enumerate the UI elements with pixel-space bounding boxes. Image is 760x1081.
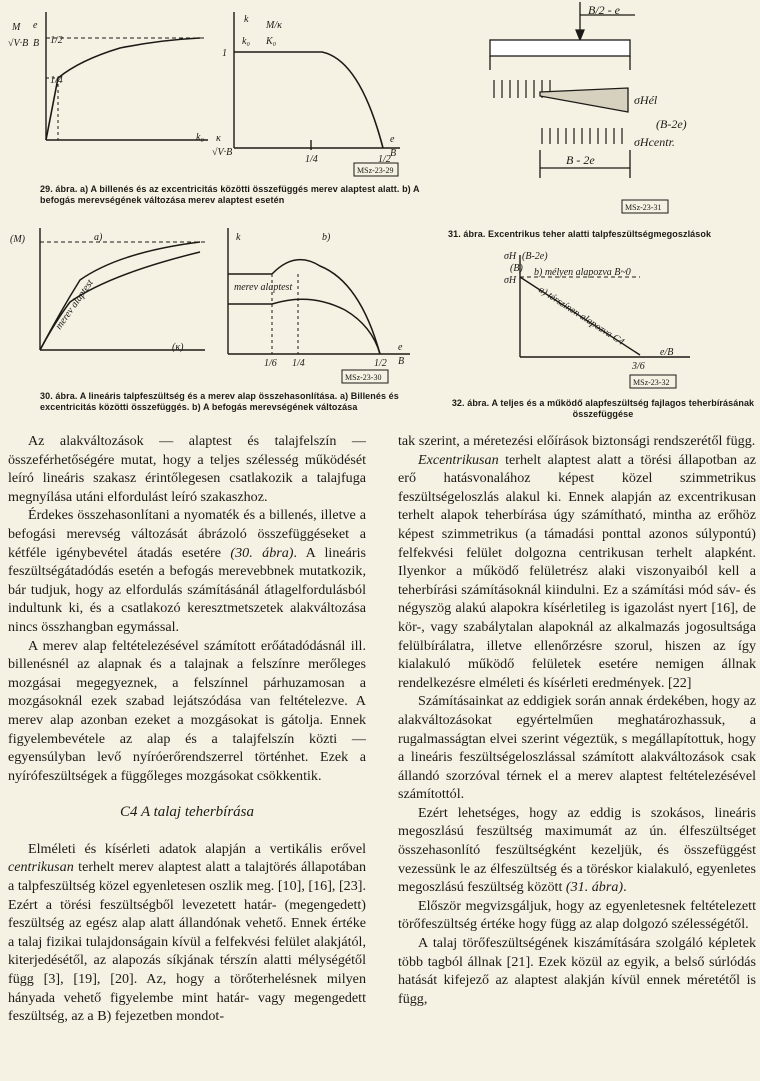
f31-stamp: MSz-23-31 [625, 203, 662, 212]
f32-x-label: e/B [660, 347, 674, 358]
left-paragraph-4 [8, 840, 366, 1026]
emphasis-excentrikusan: Excentrikusan [418, 451, 499, 468]
figure-ref-30: (30. ábra) [230, 544, 294, 561]
left-paragraph-1: Az alakváltozások — alaptest és talajfelszín — összeférhetőségére mutat, hogy a teljes szélesség működését leíró lineáris szakasz érintőlegesen csatlakozik a talajfuga megnyílása utáni elfordulást leíró szakaszhoz. [8, 433, 366, 505]
left-column [8, 432, 366, 1026]
figure-31 [450, 0, 760, 225]
f31-bottom-label: B - 2e [566, 153, 595, 167]
f29b-x-quarter: 1/4 [305, 154, 318, 165]
f32-x-third: 3/6 [632, 361, 645, 372]
f29b-x-half: 1/2 [378, 154, 391, 165]
f30b-x-quarter: 1/4 [292, 358, 305, 369]
emphasis-centrikusan: centrikusan [8, 859, 74, 876]
text-run: terhelt merev alaptest alatt a talajtörés állapotában a talpfeszültség közel egyenletesen oszlik meg. [10], [16], [23]. Ezért a törési feszültségből levezetett határ- (megengedett) feszültség az egész alap alatt állandónak vehető. Ennek értéke a talaj fizikai tulajdonságain kívül a felfekvési felület alakjától, kiterjedésétől, az alapozás síkjának térszín alatti mélységétől függ [3], [19], [20]. Az, hogy a törőterhelésnek milyen hányada vehető figyelembe mint határ- vagy megengedett feszültség, az a B) fejezetben mondot- [8, 859, 366, 1025]
figure-32 [450, 245, 760, 400]
f29a-y-half: 1/2 [50, 35, 63, 46]
f29b-xlabel-left-bot: √V·B [212, 147, 233, 158]
f32-ylabel-bot: σH [504, 275, 517, 286]
figure-30 [0, 222, 420, 397]
f29a-ylabel-top: M [12, 22, 21, 33]
f29b-ylabel-top: k [244, 14, 249, 25]
figure-29 [0, 0, 400, 215]
section-heading-c4: C4 A talaj teherbírása [119, 804, 255, 821]
f29a-y-quarter: 1/4 [50, 75, 63, 86]
f31-mid-label: (B-2e) [656, 117, 687, 131]
caption-30: 30. ábra. A lineáris talpfeszültség és a merev alap összehasonlítása. a) Billenés és excentricitás közötti összefüggés. b) A befogás merevségének változása [40, 391, 399, 412]
f31-sigma-hel: σHél [634, 93, 658, 107]
right-column [398, 432, 756, 1008]
figure-ref-31: (31. ábra) [565, 879, 624, 896]
f29b-ylabel-rhs-bot: K₀ [266, 36, 277, 47]
right-paragraph-2 [398, 451, 756, 693]
f31-top-label: B/2 - e [588, 3, 620, 17]
f29b-y-one: 1 [222, 48, 227, 59]
f32-stamp: MSz-23-32 [633, 378, 670, 387]
text-run: Érdekes összehasonlítani a nyomaték és a billenés, illetve a befogási merevség változását ábrázoló összefüggéseket a kétféle igénybevétel átadás esetére [8, 507, 366, 561]
f29b-stamp: MSz-23-29 [357, 166, 394, 175]
f30b-ylabel: k [236, 232, 241, 243]
f30b-stamp: MSz-23-30 [345, 373, 382, 382]
f29b-xlabel-bot: B [390, 148, 397, 159]
right-paragraph-4 [398, 804, 756, 897]
f31-sigma-centr: σHcentr. [634, 135, 675, 149]
f30a-curve-label: merev alaptest [53, 277, 96, 332]
f29a-ylabel-rhs-top: e [33, 20, 38, 31]
text-run: . [623, 879, 627, 896]
text-run: . A lineáris feszültségátadódás esetén a befogás merevebbnek mutatkozik, bár tudjuk, hogy az elfordulás számításánál átlagelfordulásból indultunk ki, és a csatlakozó keresztmetszetek alakváltozása nincs összhangban egymással. [8, 544, 367, 635]
f29b-xlabel-top: e [390, 134, 395, 145]
right-paragraph-5: Először megvizsgáljuk, hogy az egyenletesnek feltételezett törőfeszültség értéke hogy függ az alap dolgozó szélességétől. [398, 897, 756, 933]
text-run: Elméleti és kísérleti adatok alapján a vertikális erővel [28, 840, 366, 857]
f32-curve-a: a) térszínen alapozva C4 [536, 284, 626, 348]
f30b-x-sixth: 1/6 [264, 358, 277, 369]
f29a-ylabel-bot: √V·B [8, 38, 29, 49]
f32-ylabel-bot2: (B) [510, 263, 523, 274]
f32-ylabel-top2: (B-2e) [522, 251, 548, 262]
f30a-ylabel: (M) [10, 234, 25, 245]
caption-29: 29. ábra. a) A billenés és az excentricitás közötti összefüggés merev alaptest alatt. b) A befogás merevségének változása merev alaptest esetén [40, 184, 420, 205]
f29a-ylabel-rhs-bot: B [33, 38, 40, 49]
f30a-xlabel: (κ) [172, 342, 184, 353]
caption-31: 31. ábra. Excentrikus teher alatti talpfeszültségmegoszlások [448, 229, 712, 239]
f30b-x-half: 1/2 [374, 358, 387, 369]
f29b-ylabel-rhs-top: M/κ [266, 20, 282, 31]
f32-curve-b: b) mélyen alapozva B~0 [534, 267, 631, 278]
left-paragraph-2 [8, 506, 366, 636]
left-paragraph-3: A merev alap feltételezésével számított erőátadódásnál ill. billenésnél az alapnak és a talajnak a felszínre merőleges mozgásai megegyeznek, a felszínnel párhuzamosan a mozgásoknál ezek szabad lejátszódása van feltételezve. A merev alap azonban ezeket a mozgásokat is gátolja. Ennek figyelembevétele az alap és a talajfelszín közti — egyensúlyban levő nyíróerőrendszerrel történhet. Ezek a nyírófeszültségek a függőleges mozgásokat csökkentik. [8, 637, 366, 784]
f29b-xlabel-left-top: κ [216, 133, 221, 144]
right-paragraph-3: Számításainkat az eddigiek során annak érdekében, hogy az alakváltozásokat egyértelműen meghatározhassuk, a rugalmasságtan elvei szerint végeztük, s megállapítottuk, hogy a lineáris feszültségeloszlással számított alakváltozások csak állandó szorzóval térnek el a merev alaptest feltételezésével számítottól. [398, 693, 756, 803]
text-run: Ezért lehetséges, hogy az eddig is szokásos, lineáris megoszlású feszültség maximumát az ún. élfeszültséget összehasonlító feszültségként kezeljük, és összefüggést vezessünk le az élfeszültség és a töréskor kialakuló, egyenletes megoszlású feszültség között [398, 804, 756, 896]
f30b-xlabel-bot: B [398, 356, 405, 367]
f29a-xlabel: k₀ [196, 132, 204, 143]
f32-ylabel-top: σH [504, 251, 517, 262]
caption-32: 32. ábra. A teljes és a működő alapfeszültség fajlagos teherbírásának összefüggése [451, 398, 755, 419]
f30a-curve-a: a) [94, 232, 103, 243]
f30b-curve-label: merev alaptest [234, 282, 293, 293]
f29b-ylabel-bot: k₀ [242, 36, 250, 47]
right-paragraph-1: tak szerint, a méretezési előírások biztonsági rendszerétől függ. [398, 433, 756, 449]
f30b-xlabel-top: e [398, 342, 403, 353]
f30b-curve-b: b) [322, 232, 331, 243]
right-paragraph-6: A talaj törőfeszültségének kiszámítására szolgáló képletek több tagból állnak [21]. Ezek közül az egyik, a belső súrlódás hatását kifejező az alaptest alakján kívül ennek méretétől is függ, [398, 935, 756, 1007]
text-run: terhelt alaptest alatt a törési állapotban az erő hatásvonalához képest közel szimmetrikus feszültségeloszlás alakul ki. Ennek alapján az excentrikusan terhelt alapok teherbírása úgy számítható, mintha az erőhöz képest szimmetrikus (a támadási ponttal azonos súlypontú) felfekvési felület dolgozna centrikusan terhelt alapként. Ilyenkor a működő felületrész alaki viszonyaiból kell a teherbírási számításoknál kiindulni. Ez a számítási mód sáv- és négyszög alakú alapokra kísérletileg is igazolást nyert [16], de kör-, vagy szabálytalan alapoknál az alkalmazás jogosultsága felülbírálatra, illetve ellenőrzésre szorul, hiszen az így kialakuló működő felületek esetére nemigen állnak rendelkezésre elméleti és kísérleti eredmények. [22] [398, 451, 756, 691]
